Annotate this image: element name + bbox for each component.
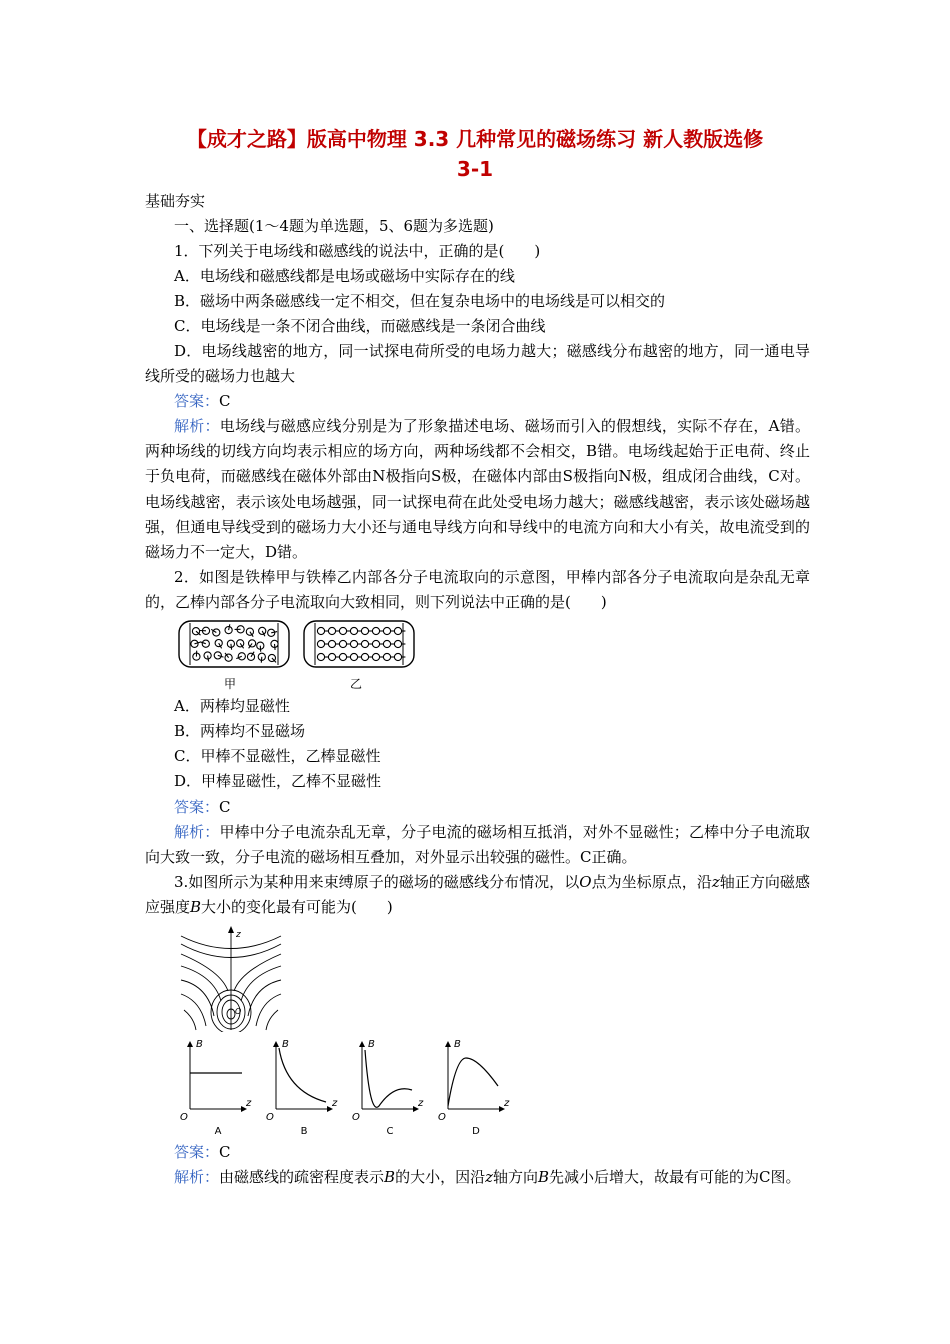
molecular-current-loop (361, 653, 368, 660)
molecular-current-loop (394, 627, 401, 634)
q3-stem-o: O (579, 873, 592, 891)
q3-analysis-z: z (485, 1168, 493, 1186)
graph-a-z-axis: z (246, 1098, 252, 1109)
molecular-current-direction (275, 644, 276, 650)
graph-d (438, 1039, 510, 1137)
molecular-current-direction (261, 657, 262, 663)
molecular-current-loop (317, 640, 324, 647)
molecular-current-loop (372, 627, 379, 634)
molecular-current-loop (328, 627, 335, 634)
q3-analysis (145, 1165, 810, 1190)
q3-stem-part3: 轴正方向磁感应强度 (145, 873, 810, 917)
q1-answer-value: C (219, 392, 231, 410)
molecular-current-loop (246, 628, 253, 635)
graph-b-z-axis: z (332, 1098, 338, 1109)
q2-analysis-text: 甲棒中分子电流杂乱无章，分子电流的磁场相互抵消，对外不显磁性；乙棒中分子电流取向大致一致，分子电流的磁场相互叠加，对外显示出较强的磁性。C正确。 (145, 823, 810, 867)
q2-analysis-label: 解析： (174, 823, 220, 841)
rod-yi-label: 乙 (349, 677, 363, 691)
molecular-current-loop (328, 640, 335, 647)
graph-a-b-axis: B (196, 1039, 203, 1050)
graph-d-b-axis: B (454, 1039, 461, 1050)
q3-stem (145, 870, 810, 920)
graph-b-label: B (300, 1126, 308, 1137)
q3-stem-part1: 3.如图所示为某种用来束缚原子的磁场的磁感线分布情况，以 (174, 873, 580, 891)
graph-d-z-axis: z (504, 1098, 510, 1109)
q1-answer (174, 389, 844, 414)
q3-stem-z: z (711, 873, 720, 891)
graph-a-origin: O (180, 1112, 188, 1123)
q3-analysis-b1: B (384, 1168, 396, 1186)
document-title (130, 124, 820, 184)
molecular-current-loop (215, 640, 222, 647)
q2-option-a: A．两棒均显磁性 (174, 697, 290, 715)
q3-analysis-part1: 由磁感线的疏密程度表示 (219, 1168, 385, 1186)
q2-stem: 2．如图是铁棒甲与铁棒乙内部各分子电流取向的示意图，甲棒内部各分子电流取向是杂乱无章的，乙棒内部各分子电流取向大致相同，则下列说法中正确的是( ) (145, 568, 810, 612)
q1-option-a: A．电场线和磁感线都是电场或磁场中实际存在的线 (174, 267, 515, 285)
q2-answer-label: 答案： (174, 798, 220, 816)
q2-figure-rods (176, 618, 416, 694)
z-axis-arrow (228, 926, 234, 933)
molecular-current-loop (339, 627, 346, 634)
molecular-current-direction (231, 644, 232, 650)
graph-c-z-axis: z (418, 1098, 424, 1109)
molecular-current-loop (339, 640, 346, 647)
q1-stem: 1．下列关于电场线和磁感线的说法中，正确的是( ) (174, 242, 541, 260)
section-heading: 基础夯实 (145, 192, 206, 210)
q2-answer-value: C (219, 798, 231, 816)
molecular-current-loop (317, 627, 324, 634)
graph-b-b-axis: B (282, 1039, 289, 1050)
q3-options-graphs (176, 1036, 526, 1138)
part-heading: 一、选择题(1～4题为单选题，5、6题为多选题) (174, 217, 494, 235)
q3-answer-value: C (219, 1143, 231, 1161)
q2-option-d: D．甲棒显磁性，乙棒不显磁性 (174, 772, 382, 790)
graph-c (352, 1039, 424, 1137)
q3-analysis-part3: 轴方向 (492, 1168, 538, 1186)
molecular-current-loop (350, 627, 357, 634)
rod-jia-label: 甲 (223, 677, 237, 691)
q2-option-c: C．甲棒不显磁性，乙棒显磁性 (174, 747, 381, 765)
molecular-current-loop (361, 640, 368, 647)
q3-stem-b: B (190, 898, 202, 917)
molecular-current-loop (328, 653, 335, 660)
molecular-current-loop (350, 640, 357, 647)
graph-b-origin: O (266, 1112, 274, 1123)
molecular-current-loop (394, 653, 401, 660)
graph-b (266, 1039, 338, 1137)
molecular-current-loop (394, 640, 401, 647)
q1-option-b: B．磁场中两条磁感线一定不相交，但在复杂电场中的电场线是可以相交的 (174, 292, 666, 310)
q3-analysis-part2: 的大小，因沿 (395, 1168, 486, 1186)
q3-stem-part4: 大小的变化最有可能为( ) (201, 898, 393, 917)
molecular-current-loop (383, 627, 390, 634)
molecular-current-loop (383, 653, 390, 660)
graph-c-label: C (386, 1126, 394, 1137)
q3-analysis-label: 解析： (174, 1168, 220, 1186)
molecular-current-loop (191, 640, 198, 647)
z-axis-label: z (236, 930, 241, 940)
q1-analysis-label: 解析： (174, 417, 220, 435)
molecular-current-direction (208, 656, 209, 662)
q2-analysis (145, 820, 810, 870)
molecular-current-direction (229, 624, 230, 630)
q1-answer-label: 答案： (174, 392, 220, 410)
q1-option-d: D．电场线越密的地方，同一试探电荷所受的电场力越大；磁感线分布越密的地方，同一通电导线所受的磁场力也越大 (145, 342, 810, 386)
molecular-current-direction (271, 632, 277, 633)
title-line-2: 3-1 (456, 157, 494, 181)
graph-d-label: D (472, 1126, 480, 1137)
q3-stem-part2: 点为坐标原点，沿 (591, 873, 712, 891)
q3-answer (174, 1140, 844, 1165)
q1-analysis-text: 电场线与磁感应线分别是为了形象描述电场、磁场而引入的假想线，实际不存在，A错。两种场线的切线方向均表示相应的场方向，两种场线都不会相交，B错。电场线起始于正电荷、终止于负电荷，而磁感线在磁体外部由N极指向S极，在磁体内部由S极指向N极，组成闭合曲线，C对。电场线越密，表示该处电场越强，同一试探电荷在此处受电场力越大；磁感线越密，表示该处磁场越强，但通电导线受到的磁场力大小还与通电导线方向和导线中的电流方向和大小有关，故电流受到的磁场力不一定大，D错。 (145, 417, 810, 562)
graph-a-label: A (214, 1126, 222, 1137)
molecular-current-loop (383, 640, 390, 647)
molecular-current-loop (317, 653, 324, 660)
origin-label: O (235, 1007, 242, 1016)
molecular-current-loop (247, 653, 254, 660)
q3-field-line-figure (176, 926, 286, 1032)
q2-answer (174, 795, 844, 820)
rod-jia (179, 621, 289, 667)
q2-option-b: B．两棒均不显磁场 (174, 722, 306, 740)
molecular-current-loop (361, 627, 368, 634)
title-line-1: 【成才之路】版高中物理 3.3 几种常见的磁场练习 新人教版选修 (186, 127, 764, 151)
graph-a (180, 1039, 252, 1137)
molecular-current-loop (214, 652, 221, 659)
q1-option-c: C．电场线是一条不闭合曲线，而磁感线是一条闭合曲线 (174, 317, 546, 335)
q3-answer-label: 答案： (174, 1143, 220, 1161)
q3-analysis-part4: 先减小后增大，故最有可能的为C图。 (549, 1168, 801, 1186)
q1-analysis (145, 414, 810, 565)
molecular-current-loop (350, 653, 357, 660)
molecular-current-loop (339, 653, 346, 660)
graph-c-b-axis: B (368, 1039, 375, 1050)
rod-yi (304, 621, 414, 667)
graph-d-origin: O (438, 1112, 446, 1123)
molecular-current-loop (372, 653, 379, 660)
molecular-current-loop (372, 640, 379, 647)
q3-analysis-b2: B (538, 1168, 550, 1186)
graph-c-origin: O (352, 1112, 360, 1123)
